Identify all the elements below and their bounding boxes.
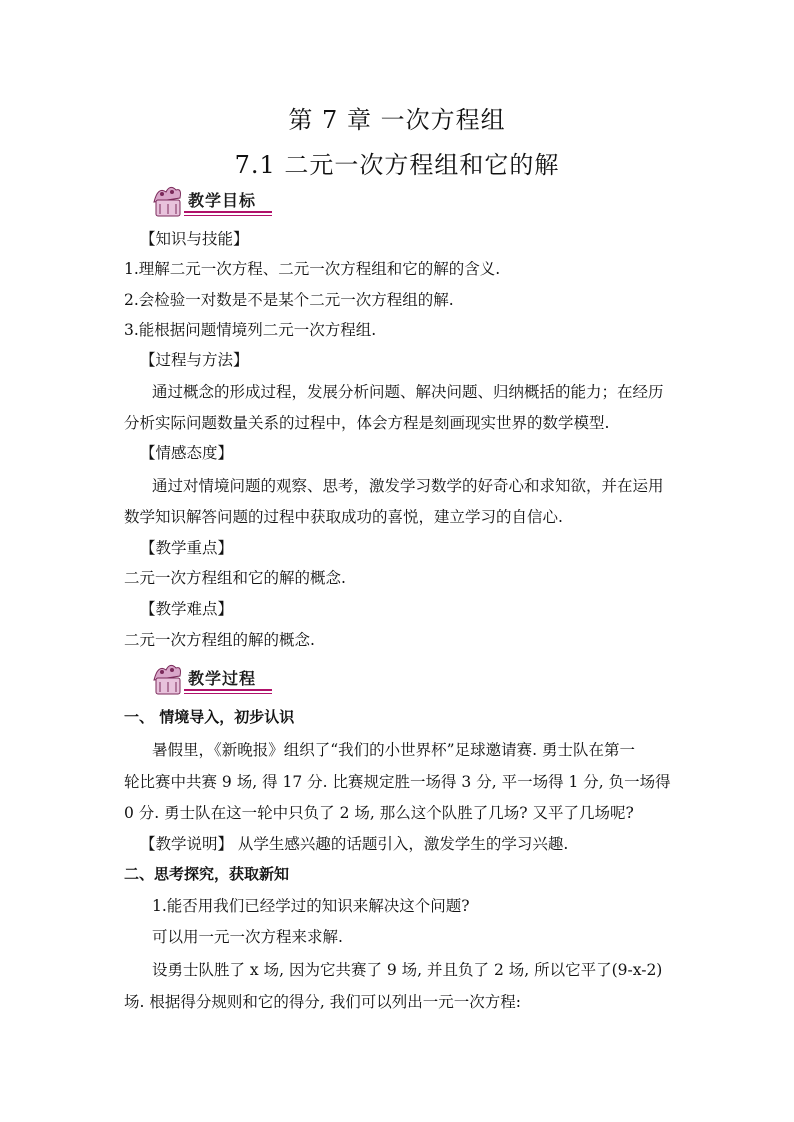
key-point-text: 二元一次方程组和它的解的概念.	[124, 569, 346, 587]
difficult-point-text: 二元一次方程组的解的概念.	[124, 631, 315, 649]
objectives-banner-label: 教学目标	[188, 191, 257, 210]
banner-underline	[184, 211, 272, 213]
part1-heading: 一、 情境导入，初步认识	[124, 708, 295, 726]
banner-underline	[184, 215, 272, 216]
process-banner-label: 教学过程	[188, 669, 257, 688]
part1-text-line-3: 0 分. 勇士队在这一轮中只负了 2 场, 那么这个队胜了几场? 又平了几场呢?	[124, 804, 634, 822]
setup-text-line-2: 场. 根据得分规则和它的得分, 我们可以列出一元一次方程:	[124, 993, 521, 1011]
key-point-heading: 【教学重点】	[140, 539, 234, 557]
process-banner	[148, 660, 272, 700]
question-1: 1.能否用我们已经学过的知识来解决这个问题?	[152, 897, 470, 915]
emotion-text-line-1: 通过对情境问题的观察、思考，激发学习数学的好奇心和求知欲，并在运用	[152, 477, 664, 495]
emotion-text-line-2: 数学知识解答问题的过程中获取成功的喜悦，建立学习的自信心.	[124, 508, 563, 526]
banner-underline	[184, 693, 272, 694]
teaching-note: 【教学说明】 从学生感兴趣的话题引入，激发学生的学习兴趣.	[140, 835, 569, 853]
part1-text-line-1: 暑假里，《新晚报》组织了“我们的小世界杯”足球邀请赛. 勇士队在第一	[152, 741, 635, 759]
chapter-title: 第 7 章 一次方程组	[288, 106, 506, 134]
setup-text-line-1: 设勇士队胜了 x 场, 因为它共赛了 9 场, 并且负了 2 场, 所以它平了(9-x-2)	[152, 961, 663, 979]
question-1-answer: 可以用一元一次方程来求解.	[152, 928, 343, 946]
banner-underline	[184, 689, 272, 691]
flower-pot-icon	[148, 182, 188, 222]
part1-text-line-2: 轮比赛中共赛 9 场, 得 17 分. 比赛规定胜一场得 3 分, 平一场得 1 分, 负一场得	[124, 773, 671, 791]
knowledge-heading: 【知识与技能】	[140, 230, 249, 248]
difficult-point-heading: 【教学难点】	[140, 600, 234, 618]
method-text-line-2: 分析实际问题数量关系的过程中，体会方程是刻画现实世界的数学模型.	[124, 414, 610, 432]
method-text-line-1: 通过概念的形成过程，发展分析问题、解决问题、归纳概括的能力；在经历	[152, 383, 664, 401]
knowledge-item-1: 1.理解二元一次方程、二元一次方程组和它的解的含义.	[124, 260, 501, 278]
method-heading: 【过程与方法】	[140, 351, 249, 369]
part2-heading: 二、思考探究，获取新知	[124, 865, 290, 883]
emotion-heading: 【情感态度】	[140, 444, 234, 462]
knowledge-item-2: 2.会检验一对数是不是某个二元一次方程组的解.	[124, 291, 454, 309]
knowledge-item-3: 3.能根据问题情境列二元一次方程组.	[124, 321, 377, 339]
section-title: 7.1 二元一次方程组和它的解	[234, 151, 560, 179]
flower-pot-icon	[148, 660, 188, 700]
objectives-banner	[148, 182, 272, 222]
